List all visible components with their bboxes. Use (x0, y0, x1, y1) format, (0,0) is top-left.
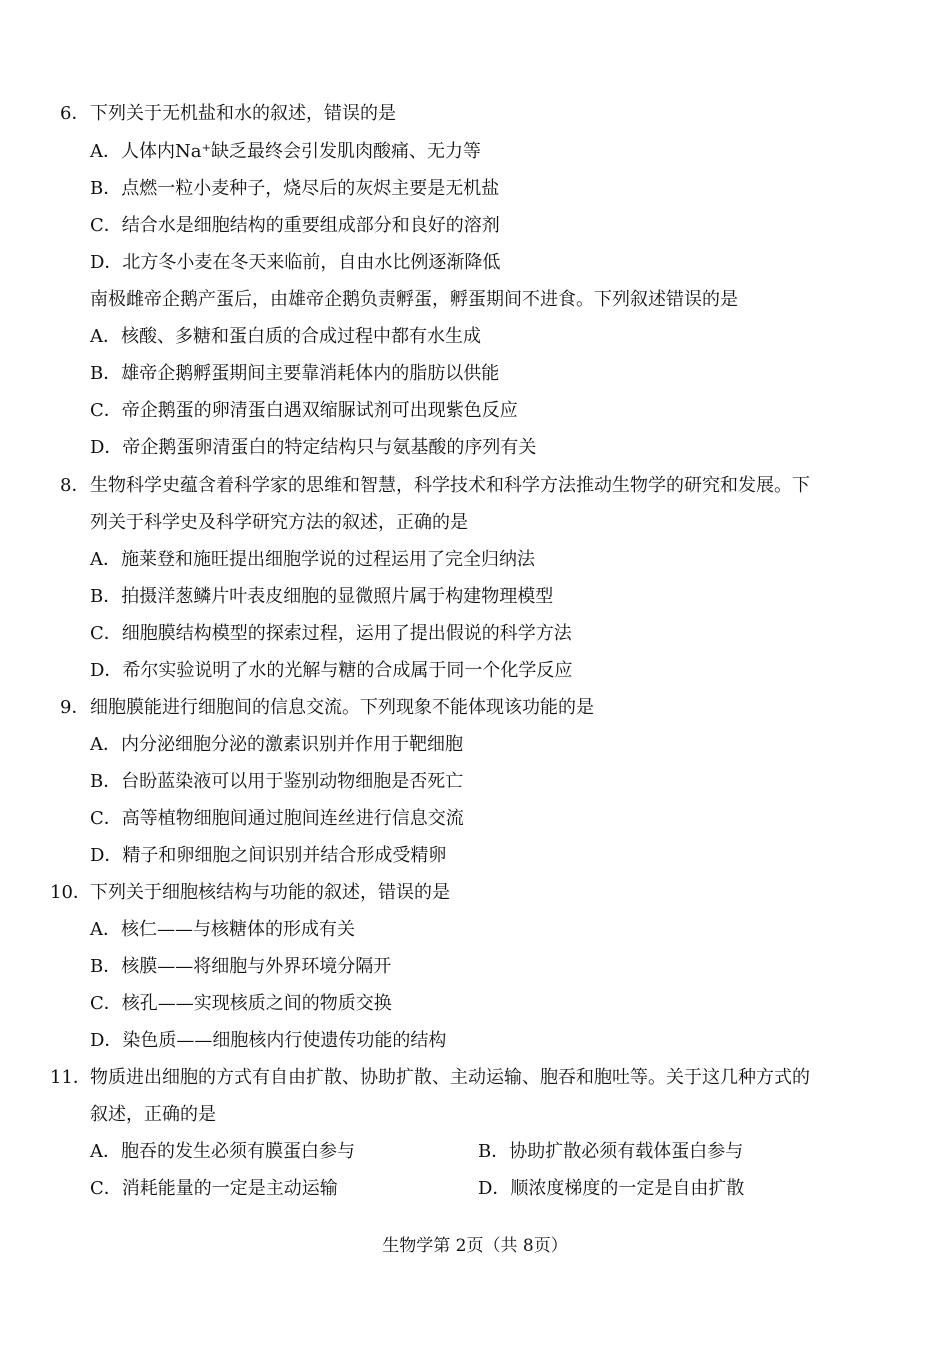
question-9-number: 9． (60, 697, 90, 718)
question-8-stem-line-1: 生物科学史蕴含着科学家的思维和智慧，科学技术和科学方法推动生物学的研究和发展。下 (90, 475, 810, 496)
question-7-stem: 南极雌帝企鹅产蛋后，由雄帝企鹅负责孵蛋，孵蛋期间不进食。下列叙述错误的是 (90, 289, 738, 310)
question-8-option-c: C．细胞膜结构模型的探索过程，运用了提出假说的科学方法 (90, 623, 572, 644)
question-6-number: 6． (60, 103, 90, 124)
question-10-stem: 下列关于细胞核结构与功能的叙述，错误的是 (90, 882, 450, 903)
question-11-number: 11． (50, 1067, 91, 1088)
question-11-option-d: D．顺浓度梯度的一定是自由扩散 (478, 1178, 745, 1199)
question-9-option-a: A．内分泌细胞分泌的激素识别并作用于靶细胞 (90, 734, 463, 755)
question-11-option-b: B．协助扩散必须有载体蛋白参与 (478, 1141, 744, 1162)
question-6-option-d: D．北方冬小麦在冬天来临前，自由水比例逐渐降低 (90, 252, 501, 273)
question-8-option-b: B．拍摄洋葱鳞片叶表皮细胞的显微照片属于构建物理模型 (90, 586, 554, 607)
question-10-option-d: D．染色质——细胞核内行使遗传功能的结构 (90, 1030, 447, 1051)
question-11-option-c: C．消耗能量的一定是主动运输 (90, 1178, 338, 1199)
question-6-option-a: A．人体内Na⁺缺乏最终会引发肌肉酸痛、无力等 (90, 141, 481, 162)
question-7-option-d: D．帝企鹅蛋卵清蛋白的特定结构只与氨基酸的序列有关 (90, 437, 537, 458)
question-8-stem-line-2: 列关于科学史及科学研究方法的叙述，正确的是 (90, 512, 468, 533)
question-8-number: 8． (60, 475, 90, 496)
question-10-option-a: A．核仁——与核糖体的形成有关 (90, 919, 355, 940)
question-6-stem: 下列关于无机盐和水的叙述，错误的是 (90, 103, 396, 124)
question-9-option-d: D．精子和卵细胞之间识别并结合形成受精卵 (90, 845, 447, 866)
question-7-option-a: A．核酸、多糖和蛋白质的合成过程中都有水生成 (90, 326, 481, 347)
question-9-option-c: C．高等植物细胞间通过胞间连丝进行信息交流 (90, 808, 464, 829)
question-6-option-b: B．点燃一粒小麦种子，烧尽后的灰烬主要是无机盐 (90, 178, 500, 199)
question-9-stem: 细胞膜能进行细胞间的信息交流。下列现象不能体现该功能的是 (90, 697, 594, 718)
question-7-option-b: B．雄帝企鹅孵蛋期间主要靠消耗体内的脂肪以供能 (90, 363, 500, 384)
page-footer: 生物学第 2页（共 8页） (382, 1236, 568, 1256)
question-7-option-c: C．帝企鹅蛋的卵清蛋白遇双缩脲试剂可出现紫色反应 (90, 400, 518, 421)
question-11-stem-line-1: 物质进出细胞的方式有自由扩散、协助扩散、主动运输、胞吞和胞吐等。关于这几种方式的 (90, 1067, 810, 1088)
question-11-stem-line-2: 叙述，正确的是 (90, 1104, 216, 1125)
question-6-option-c: C．结合水是细胞结构的重要组成部分和良好的溶剂 (90, 215, 500, 236)
question-8-option-d: D．希尔实验说明了水的光解与糖的合成属于同一个化学反应 (90, 660, 573, 681)
question-9-option-b: B．台盼蓝染液可以用于鉴别动物细胞是否死亡 (90, 771, 464, 792)
question-10-option-c: C．核孔——实现核质之间的物质交换 (90, 993, 392, 1014)
question-8-option-a: A．施莱登和施旺提出细胞学说的过程运用了完全归纳法 (90, 549, 535, 570)
question-10-option-b: B．核膜——将细胞与外界环境分隔开 (90, 956, 392, 977)
question-11-option-a: A．胞吞的发生必须有膜蛋白参与 (90, 1141, 355, 1162)
question-10-number: 10． (50, 882, 91, 903)
